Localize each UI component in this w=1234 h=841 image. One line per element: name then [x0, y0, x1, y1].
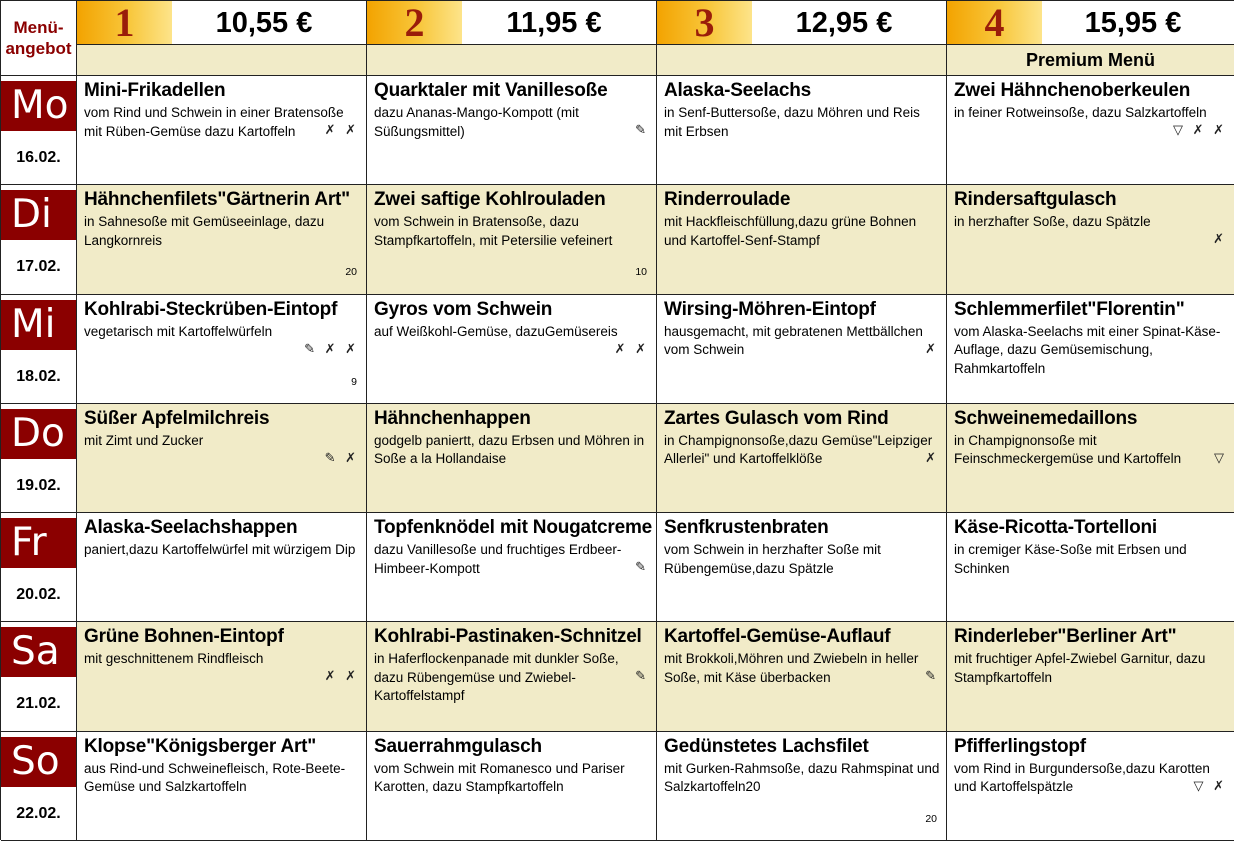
- meal-description: in Senf-Buttersoße, dazu Möhren und Reis mit Erbsen: [664, 105, 920, 139]
- allergen-icons: ✗ ✗: [324, 668, 359, 684]
- meal-description: in feiner Rotweinsoße, dazu Salzkartoffeln: [954, 105, 1207, 120]
- menu-price: 10,55 €: [215, 7, 313, 39]
- meal-title: Wirsing-Möhren-Eintopf: [664, 298, 876, 320]
- meal-cell: [367, 404, 657, 513]
- day-date: 22.02.: [16, 804, 61, 822]
- allergen-icons: ✗ ✗: [614, 340, 649, 356]
- meal-title: Mini-Frikadellen: [84, 80, 226, 101]
- meal-title: Gyros vom Schwein: [374, 298, 553, 320]
- day-label: [1, 732, 77, 841]
- meal-description: auf Weißkohl-Gemüse, dazuGemüsereis: [374, 323, 618, 339]
- meal-title: Käse-Ricotta-Tortelloni: [954, 517, 1158, 539]
- allergen-icons: ✗: [925, 449, 939, 465]
- meal-description: vom Alaska-Seelachs mit einer Spinat-Käse-Auflage, dazu Gemüsemischung, Rahmkartoffeln: [954, 323, 1221, 376]
- meal-description: in Haferflockenpanade mit dunkler Soße, dazu Rübengemüse und Zwiebel-Kartoffelstampf: [374, 651, 619, 704]
- meal-description: vom Schwein mit Romanesco und Pariser Karotten, dazu Stampfkartoffeln: [374, 760, 625, 795]
- allergen-icons: ✗ ✗: [324, 122, 359, 137]
- meal-cell: [657, 295, 947, 404]
- meal-description: mit Hackfleischfüllung,dazu grüne Bohnen und Kartoffel-Senf-Stampf: [664, 214, 917, 248]
- meal-cell: [947, 295, 1234, 404]
- meal-description: in cremiger Käse-Soße mit Erbsen und Schinken: [954, 542, 1187, 576]
- meal-cell: [367, 622, 657, 731]
- meal-cell: [657, 513, 947, 622]
- day-abbreviation: Sa: [1, 627, 76, 677]
- additive-note: 20: [925, 812, 937, 825]
- meal-description: vom Rind und Schwein in einer Bratensoße mit Rüben-Gemüse dazu Kartoffeln: [84, 105, 344, 139]
- meal-cell: [367, 513, 657, 622]
- menu-header-4: [947, 1, 1234, 45]
- meal-description: mit Brokkoli,Möhren und Zwiebeln in heller Soße, mit Käse überbacken: [664, 651, 919, 685]
- day-abbreviation: Fr: [1, 518, 76, 568]
- meal-description: in herzhafter Soße, dazu Spätzle: [954, 214, 1151, 230]
- meal-cell: [77, 185, 367, 294]
- meal-title: Rinderroulade: [664, 189, 791, 211]
- meal-cell: [947, 622, 1234, 731]
- meal-title: Topfenknödel mit Nougatcreme: [374, 517, 653, 539]
- meal-description: in Champignonsoße,dazu Gemüse"Leipziger Allerlei" und Kartoffelklöße: [664, 432, 933, 467]
- allergen-icons: ✎: [635, 668, 649, 684]
- meal-title: Hähnchenhappen: [374, 407, 531, 429]
- meal-description: vegetarisch mit Kartoffelwürfeln: [84, 323, 273, 339]
- meal-title: Zwei Hähnchenoberkeulen: [954, 80, 1191, 101]
- menu-corner-label: [1, 1, 77, 76]
- day-label: [1, 295, 77, 404]
- meal-description: godgelb paniertt, dazu Erbsen und Möhren in Soße a la Hollandaise: [374, 432, 645, 467]
- day-date: 17.02.: [16, 258, 61, 276]
- meal-title: Süßer Apfelmilchreis: [84, 407, 270, 429]
- meal-title: Grüne Bohnen-Eintopf: [84, 626, 284, 648]
- allergen-icons: ✗: [1213, 231, 1227, 247]
- meal-title: Sauerrahmgulasch: [374, 735, 542, 757]
- meal-cell: [947, 185, 1234, 294]
- day-abbreviation: Mi: [1, 300, 76, 350]
- meal-description: in Sahnesoße mit Gemüseeinlage, dazu Langkornreis: [84, 214, 325, 248]
- allergen-icons: ▽ ✗ ✗: [1172, 122, 1227, 137]
- menu-subtitle-2: [367, 45, 657, 76]
- day-label: [1, 404, 77, 513]
- menu-number: 4: [947, 1, 1042, 44]
- meal-cell: [947, 732, 1234, 841]
- meal-title: Klopse"Königsberger Art": [84, 735, 317, 757]
- additive-note: 9: [351, 375, 357, 388]
- day-date: 16.02.: [16, 149, 61, 166]
- meal-cell: [657, 76, 947, 185]
- meal-title: Kohlrabi-Pastinaken-Schnitzel: [374, 626, 642, 648]
- meal-description: mit geschnittenem Rindfleisch: [84, 651, 264, 667]
- allergen-icons: ▽ ✗: [1193, 777, 1227, 793]
- meal-cell: [77, 622, 367, 731]
- meal-description: hausgemacht, mit gebratenen Mettbällchen vom Schwein: [664, 323, 923, 358]
- meal-cell: [77, 295, 367, 404]
- meal-title: Rinderleber"Berliner Art": [954, 626, 1177, 648]
- meal-title: Zwei saftige Kohlrouladen: [374, 189, 606, 211]
- allergen-icons: ✎ ✗ ✗: [304, 340, 359, 356]
- meal-title: Pfifferlingstopf: [954, 735, 1086, 757]
- day-label: [1, 513, 77, 622]
- allergen-icons: ✎: [635, 559, 649, 575]
- meal-cell: [947, 404, 1234, 513]
- menu-header-3: [657, 1, 947, 45]
- meal-title: Schlemmerfilet"Florentin": [954, 298, 1185, 320]
- meal-description: aus Rind-und Schweinefleisch, Rote-Beete-Gemüse und Salzkartoffeln: [84, 760, 346, 795]
- additive-note: 20: [345, 266, 357, 279]
- meal-description: mit Zimt und Zucker: [84, 432, 204, 448]
- meal-cell: [657, 622, 947, 731]
- meal-cell: [367, 76, 657, 185]
- menu-price: 15,95 €: [1084, 7, 1182, 39]
- meal-cell: [77, 404, 367, 513]
- meal-title: Gedünstetes Lachsfilet: [664, 735, 869, 757]
- meal-cell: [657, 185, 947, 294]
- menu-price: 11,95 €: [506, 7, 602, 39]
- meal-title: Schweinemedaillons: [954, 407, 1138, 429]
- allergen-icons: ✎: [925, 668, 939, 684]
- meal-description: in Champignonsoße mit Feinschmeckergemüse und Kartoffeln: [954, 432, 1182, 467]
- day-abbreviation: Mo: [1, 81, 76, 131]
- menu-subtitle-4: Premium Menü: [947, 45, 1234, 76]
- meal-cell: [77, 732, 367, 841]
- allergen-icons: ✎ ✗: [324, 449, 359, 465]
- meal-description: dazu Ananas-Mango-Kompott (mit Süßungsmittel): [374, 105, 579, 139]
- meal-cell: [367, 185, 657, 294]
- menu-header-1: [77, 1, 367, 45]
- meal-cell: [947, 513, 1234, 622]
- day-label: [1, 185, 77, 294]
- meal-cell: [657, 404, 947, 513]
- day-abbreviation: So: [1, 737, 76, 787]
- meal-description: vom Schwein in herzhafter Soße mit Rübengemüse,dazu Spätzle: [664, 542, 881, 576]
- day-date: 19.02.: [16, 476, 61, 494]
- day-date: 21.02.: [16, 695, 61, 713]
- meal-cell: [657, 732, 947, 841]
- meal-title: Senfkrustenbraten: [664, 517, 829, 539]
- meal-description: mit fruchtiger Apfel-Zwiebel Garnitur, dazu Stampfkartoffeln: [954, 651, 1206, 685]
- meal-title: Rindersaftgulasch: [954, 189, 1117, 211]
- meal-title: Kartoffel-Gemüse-Auflauf: [664, 626, 891, 648]
- day-label: [1, 622, 77, 731]
- meal-description: paniert,dazu Kartoffelwürfel mit würzigem Dip: [84, 542, 356, 558]
- allergen-icons: ▽: [1214, 449, 1227, 465]
- menu-number: 3: [657, 1, 752, 44]
- meal-description: vom Rind in Burgundersoße,dazu Karotten und Kartoffelspätzle: [954, 760, 1210, 795]
- menu-subtitle-3: [657, 45, 947, 76]
- meal-cell: [947, 76, 1234, 185]
- day-label: [1, 76, 77, 185]
- allergen-icons: ✎: [635, 122, 649, 137]
- meal-title: Kohlrabi-Steckrüben-Eintopf: [84, 298, 338, 320]
- day-abbreviation: Di: [1, 190, 76, 240]
- meal-cell: [367, 732, 657, 841]
- meal-title: Quarktaler mit Vanillesoße: [374, 80, 608, 101]
- menu-subtitle-1: [77, 45, 367, 76]
- meal-title: Alaska-Seelachs: [664, 80, 811, 101]
- menu-price: 12,95 €: [795, 7, 893, 39]
- day-date: 20.02.: [16, 586, 61, 604]
- meal-cell: [77, 76, 367, 185]
- corner-label-line-2: angebot: [5, 39, 72, 58]
- corner-label-line-1: Menü-: [13, 18, 64, 37]
- allergen-icons: ✗: [925, 340, 939, 356]
- day-date: 18.02.: [16, 367, 61, 385]
- menu-number: 1: [77, 1, 172, 44]
- meal-cell: [367, 295, 657, 404]
- meal-description: mit Gurken-Rahmsoße, dazu Rahmspinat und Salzkartoffeln20: [664, 760, 940, 795]
- meal-title: Zartes Gulasch vom Rind: [664, 407, 889, 429]
- additive-note: 10: [635, 266, 647, 279]
- meal-description: vom Schwein in Bratensoße, dazu Stampfkartoffeln, mit Petersilie vefeinert: [374, 214, 613, 248]
- day-abbreviation: Do: [1, 409, 76, 459]
- meal-description: dazu Vanillesoße und fruchtiges Erdbeer-Himbeer-Kompott: [374, 542, 622, 576]
- meal-title: Alaska-Seelachshappen: [84, 517, 298, 539]
- meal-title: Hähnchenfilets"Gärtnerin Art": [84, 189, 350, 211]
- menu-number: 2: [367, 1, 462, 44]
- meal-cell: [77, 513, 367, 622]
- menu-header-2: [367, 1, 657, 45]
